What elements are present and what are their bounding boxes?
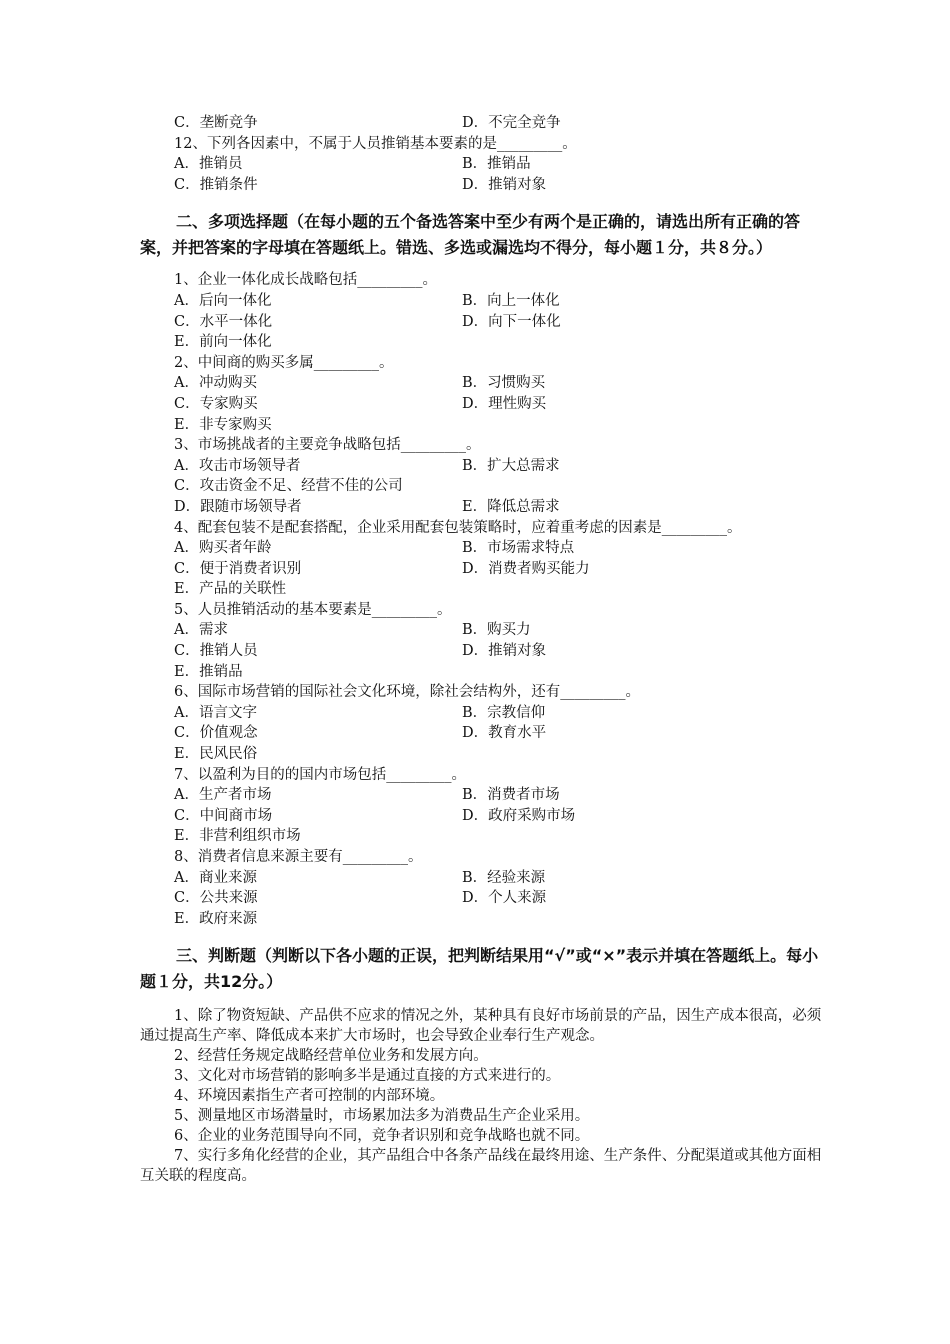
option-e: E．产品的关联性 — [174, 581, 287, 598]
option-row — [140, 291, 830, 312]
option-b: B．扩大总需求 — [462, 457, 560, 474]
option-e: E．非营利组织市场 — [174, 828, 301, 845]
option-b: B．习惯购买 — [462, 375, 546, 392]
option-d: D．消费者购买能力 — [462, 560, 590, 577]
option-c: C．水平一体化 — [174, 313, 273, 330]
option-d: D．政府采购市场 — [462, 807, 576, 824]
question: 4、配套包装不是配套搭配，企业采用配套包装策略时，应着重考虑的因素是_________。 — [174, 519, 742, 536]
option-c: C．公共来源 — [174, 890, 258, 907]
option-row — [140, 175, 830, 196]
option-a: A．推销员 — [174, 156, 243, 173]
option-row — [140, 312, 830, 333]
option-a: A．购买者年龄 — [174, 540, 272, 557]
statement: 3、文化对市场营销的影响多半是通过直接的方式来进行的。 — [174, 1068, 561, 1085]
option-row — [140, 394, 830, 415]
option-e: E．前向一体化 — [174, 334, 272, 351]
option-b: B．宗教信仰 — [462, 704, 546, 721]
option-d: D．理性购买 — [462, 395, 547, 412]
option-row — [140, 723, 830, 744]
question-12: 12、下列各因素中，不属于人员推销基本要素的是_________。 — [174, 135, 577, 152]
option-e: E．政府来源 — [174, 910, 258, 927]
option-d: D．推销对象 — [462, 176, 547, 193]
option-e: E．非专家购买 — [174, 416, 272, 433]
question: 5、人员推销活动的基本要素是_________。 — [174, 601, 452, 618]
statement: 4、环境因素指生产者可控制的内部环境。 — [174, 1088, 445, 1105]
option-b: B．消费者市场 — [462, 787, 560, 804]
statement: 2、经营任务规定战略经营单位业务和发展方向。 — [174, 1048, 488, 1065]
option-d: D．跟随市场领导者 — [174, 498, 302, 515]
option-a: A．商业来源 — [174, 869, 257, 886]
option-row — [140, 497, 830, 518]
option-a: A．需求 — [174, 622, 228, 639]
question: 2、中间商的购买多属_________。 — [174, 354, 394, 371]
question: 8、消费者信息来源主要有_________。 — [174, 849, 423, 865]
option-c: C．便于消费者识别 — [174, 560, 302, 577]
option-row — [140, 806, 830, 827]
option-b: B．向上一体化 — [462, 292, 560, 309]
option-row — [140, 620, 830, 641]
option-e: E．推销品 — [174, 663, 243, 680]
question: 7、以盈利为目的的国内市场包括_________。 — [174, 766, 466, 783]
option-d: D．不完全竞争 — [462, 115, 561, 131]
option-c: C．攻击资金不足、经营不佳的公司 — [174, 478, 403, 495]
option-a: A．生产者市场 — [174, 787, 272, 804]
statement: 7、实行多角化经营的企业，其产品组合中各条产品线在最终用途、生产条件、分配渠道或其他方面相互关联的程度高。 — [140, 1148, 822, 1185]
option-b: B．购买力 — [462, 622, 531, 639]
option-c: C．专家购买 — [174, 395, 258, 412]
option-row — [140, 703, 830, 724]
option-a: A．后向一体化 — [174, 292, 272, 309]
option-a: A．冲动购买 — [174, 375, 257, 392]
option-d: D．教育水平 — [462, 725, 547, 742]
option-a: A．攻击市场领导者 — [174, 457, 301, 474]
statement: 1、除了物资短缺、产品供不应求的情况之外，某种具有良好市场前景的产品，因生产成本很高，必须通过提高生产率、降低成本来扩大市场时，也会导致企业奉行生产观念。 — [140, 1008, 822, 1045]
option-row — [140, 868, 830, 889]
section-heading-multiple-choice: 二、多项选择题（在每小题的五个备选答案中至少有两个是正确的，请选出所有正确的答案，并把答案的字母填在答题纸上。错选、多选或漏选均不得分，每小题１分，共８分。） — [140, 212, 801, 257]
question: 3、市场挑战者的主要竞争战略包括_________。 — [174, 437, 481, 454]
option-row — [140, 559, 830, 580]
question: 6、国际市场营销的国际社会文化环境，除社会结构外，还有_________。 — [174, 684, 640, 701]
option-b: B．经验来源 — [462, 869, 546, 886]
option-c: C．推销条件 — [174, 176, 258, 193]
option-row — [140, 373, 830, 394]
option-row — [140, 456, 830, 477]
option-e: E．民风民俗 — [174, 746, 258, 763]
option-row — [140, 538, 830, 559]
option-row — [140, 154, 830, 175]
option-row — [140, 641, 830, 662]
option-c: C．中间商市场 — [174, 807, 273, 824]
statement: 6、企业的业务范围导向不同，竞争者识别和竞争战略也就不同。 — [174, 1128, 590, 1145]
question: 1、企业一体化成长战略包括_________。 — [174, 272, 437, 289]
option-d: D．推销对象 — [462, 643, 547, 660]
option-c: C．垄断竞争 — [174, 115, 258, 131]
option-b: B．推销品 — [462, 156, 531, 173]
statement: 5、测量地区市场潜量时，市场累加法多为消费品生产企业采用。 — [174, 1108, 590, 1125]
section-heading-true-false: 三、判断题（判断以下各小题的正误，把判断结果用“√”或“×”表示并填在答题纸上。每小题１分，共12分。） — [140, 946, 819, 991]
option-row — [140, 785, 830, 806]
option-c: C．价值观念 — [174, 725, 258, 742]
option-d: D．向下一体化 — [462, 313, 561, 330]
option-c: C．推销人员 — [174, 643, 258, 660]
option-a: A．语言文字 — [174, 704, 257, 721]
option-b: B．市场需求特点 — [462, 540, 575, 557]
option-e: E．降低总需求 — [462, 498, 560, 515]
exam-page — [140, 113, 830, 1186]
option-row — [140, 113, 830, 134]
option-d: D．个人来源 — [462, 890, 547, 907]
option-row — [140, 888, 830, 909]
